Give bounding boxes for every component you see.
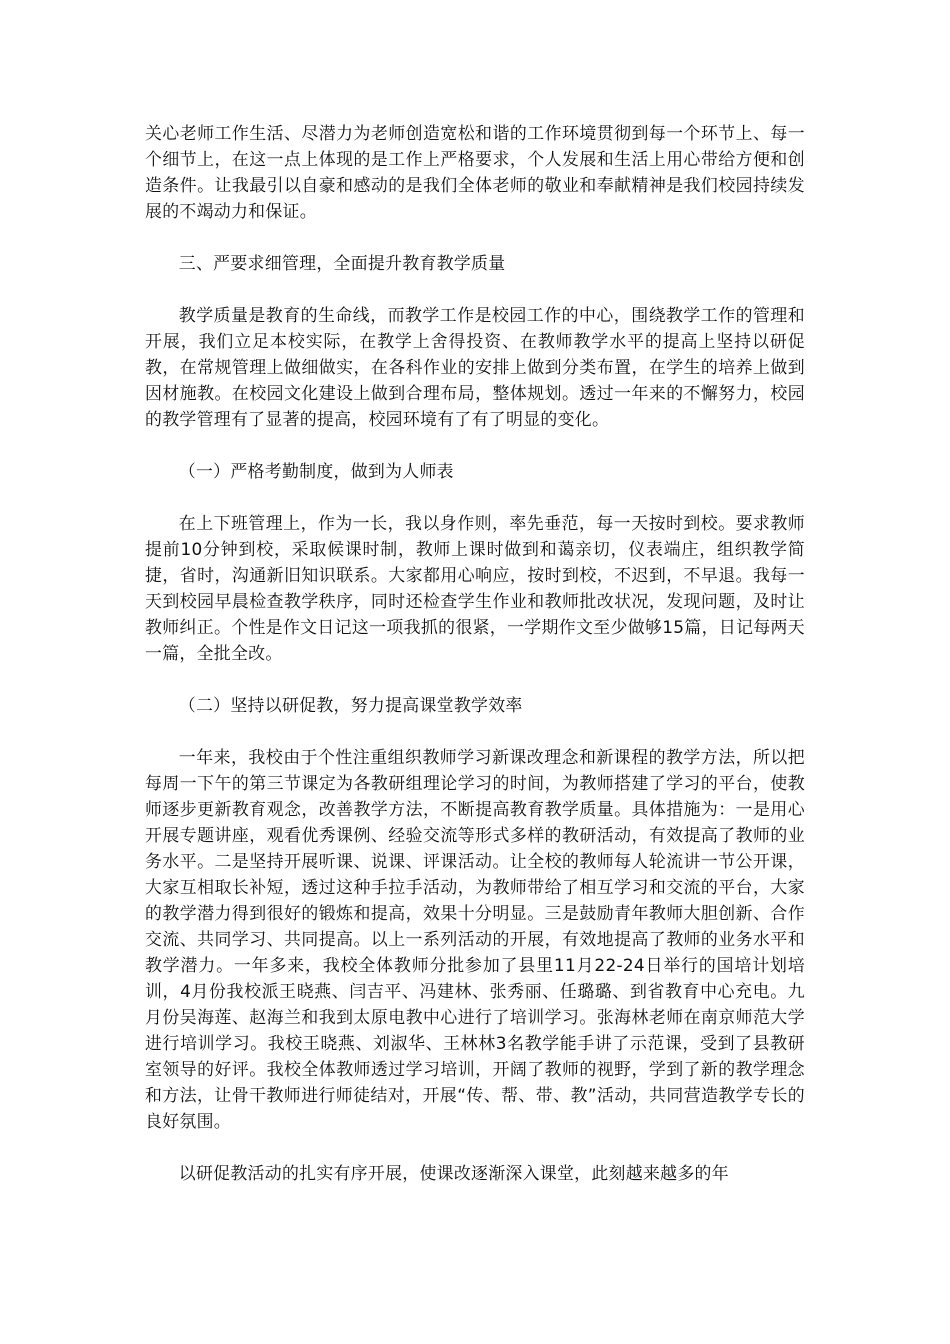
subsection-heading-attendance: （一）严格考勤制度，做到为人师表 (178, 461, 454, 481)
paragraph-teacher-care: 关心老师工作生活、尽潜力为老师创造宽松和谐的工作环境贯彻到每一个环节上、每一个细节上，在这一点上体现的是工作上严格要求，个人发展和生活上用心带给方便和创造条件。让我最引以自豪和感动的是我们全体老师的敬业和奉献精神是我们校园持续发展的不竭动力和保证。 (145, 123, 805, 221)
paragraph-reform: 以研促教活动的扎实有序开展，使课改逐渐深入课堂，此刻越来越多的年 (178, 1163, 729, 1183)
paragraph-research: 一年来，我校由于个性注重组织教师学习新课改理念和新课程的教学方法，所以把每周一下午的第三节课定为各教研组理论学习的时间，为教师搭建了学习的平台，使教师逐步更新教育观念，改善教学方法，不断提高教育教学质量。具体措施为：一是用心开展专题讲座，观看优秀课例、经验交流等形式多样的教研活动，有效提高了教师的业务水平。二是坚持开展听课、说课、评课活动。让全校的教师每人轮流讲一节公开课，大家互相取长补短，透过这种手拉手活动，为教师带给了相互学习和交流的平台，大家的教学潜力得到很好的锻炼和提高，效果十分明显。三是鼓励青年教师大胆创新、合作交流、共同学习、共同提高。以上一系列活动的开展，有效地提高了教师的业务水平和教学潜力。一年多来，我校全体教师分批参加了县里11月22-24日举行的国培计划培训，4月份我校派王晓燕、闫吉平、冯建林、张秀丽、任璐璐、到省教育中心充电。九月份吴海莲、赵海兰和我到太原电教中心进行了培训学习。张海林老师在南京师范大学进行培训学习。我校王晓燕、刘淑华、王林林3名教学能手讲了示范课，受到了县教研室领导的好评。我校全体教师透过学习培训，开阔了教师的视野，学到了新的教学理念和方法，让骨干教师进行师徒结对，开展“传、帮、带、教”活动，共同营造教学专长的良好氛围。 (145, 747, 805, 1131)
section-heading-three: 三、严要求细管理，全面提升教育教学质量 (178, 253, 506, 273)
subsection-heading-research: （二）坚持以研促教，努力提高课堂教学效率 (178, 695, 523, 715)
paragraph-attendance: 在上下班管理上，作为一长，我以身作则，率先垂范，每一天按时到校。要求教师提前10分钟到校，采取候课时制，教师上课时做到和蔼亲切，仪表端庄，组织教学简捷，省时，沟通新旧知识联系。大家都用心响应，按时到校，不迟到，不早退。我每一天到校园早晨检查教学秩序，同时还检查学生作业和教师批改状况，发现问题，及时让教师纠正。个性是作文日记这一项我抓的很紧，一学期作文至少做够15篇，日记每两天一篇，全批全改。 (145, 513, 805, 663)
paragraph-teaching-quality: 教学质量是教育的生命线，而教学工作是校园工作的中心，围绕教学工作的管理和开展，我们立足本校实际，在教学上舍得投资、在教师教学水平的提高上坚持以研促教，在常规管理上做细做实，在各科作业的安排上做到分类布置，在学生的培养上做到因材施教。在校园文化建设上做到合理布局，整体规划。透过一年来的不懈努力，校园的教学管理有了显著的提高，校园环境有了有了明显的变化。 (145, 305, 805, 429)
document-body (145, 120, 805, 1212)
